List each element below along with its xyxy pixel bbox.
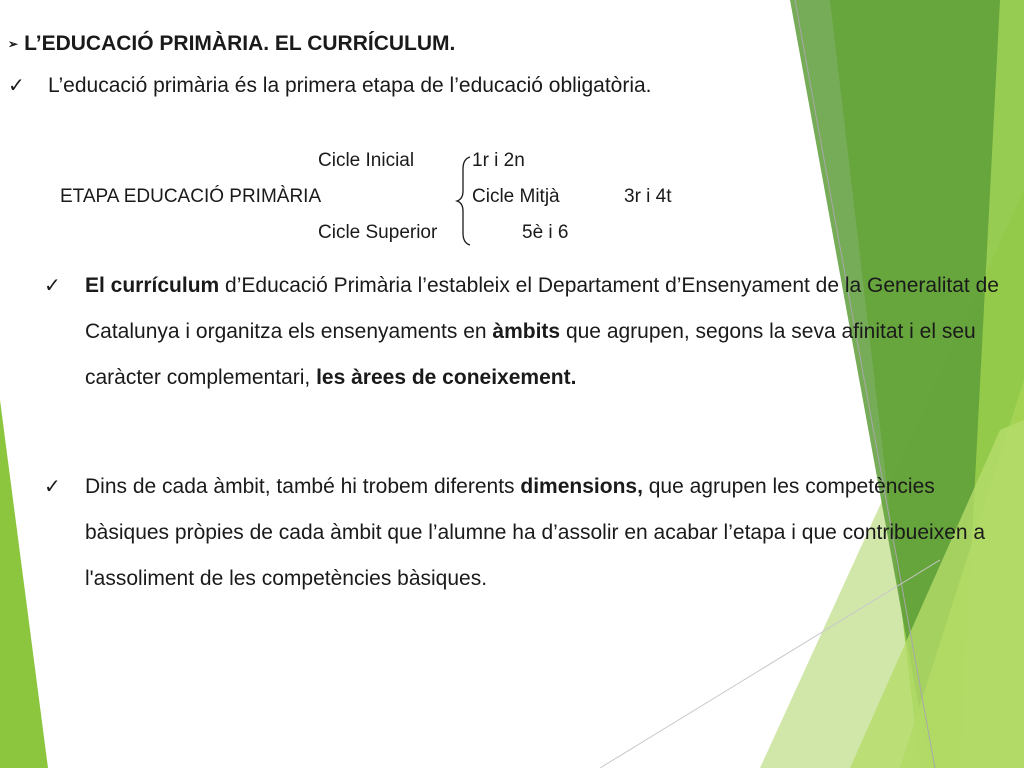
bold-phrase: dimensions, [520,475,643,498]
text-run: que agrupen les competències bàsiques pròpies de cada àmbit que l’alumne ha d’assolir en acabar l’etapa i que contribueixen a l'assoliment de les competències bàsiques. [85,475,986,590]
bold-phrase: El currículum [85,274,220,297]
curly-brace-icon [448,155,478,247]
cycle-name-2: Cicle Mitjà [472,186,560,207]
cycle-courses-2: 3r i 4t [624,186,672,207]
text-run: que agrupen, segons la seva afinitat i el seu caràcter complementari, [85,320,976,389]
left-facet [0,400,48,768]
cycle-name-1: Cicle Inicial [318,150,415,171]
checkmark-icon: ✓ [8,75,25,97]
intro-line [8,73,652,98]
checkmark-icon: ✓ [44,476,61,498]
bullet-curriculum [44,263,1014,401]
stage-name: ETAPA EDUCACIÓ PRIMÀRIA [60,186,322,207]
heading-text: L’EDUCACIÓ PRIMÀRIA. EL CURRÍCULUM. [24,32,456,55]
cycle-name-3: Cicle Superior [318,222,438,243]
text-run: d’Educació Primària l’estableix el Departament d’Ensenyament de la Generalitat de Catalunya i organitza els ensenyaments en [85,274,999,343]
intro-text: L’educació primària és la primera etapa de l’educació obligatòria. [48,74,652,97]
bullet-dimensions [44,464,1014,602]
bullet-curriculum-text [85,263,1014,401]
slide-heading [8,32,455,56]
bold-phrase: àmbits [492,320,561,343]
bullet-dimensions-text [85,464,1014,602]
checkmark-icon: ✓ [44,275,61,297]
bold-phrase: les àrees de coneixement. [316,366,577,389]
arrowhead-bullet-icon: ➢ [8,37,19,51]
text-run: Dins de cada àmbit, també hi trobem diferents [85,475,521,498]
cycle-courses-1: 1r i 2n [472,150,525,171]
cycle-courses-3: 5è i 6 [522,222,569,243]
